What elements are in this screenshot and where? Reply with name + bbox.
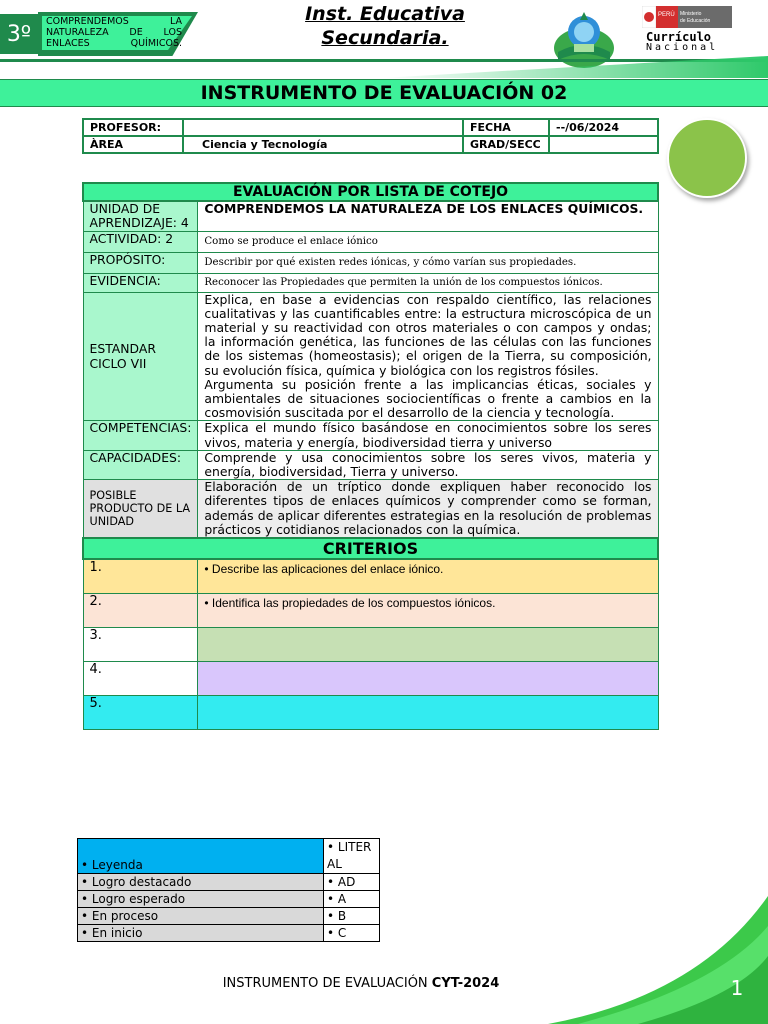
legend-item: • Logro destacado <box>78 874 324 891</box>
ministry-logo <box>642 6 732 28</box>
decorative-circle <box>667 118 747 198</box>
legend-literal: • A <box>324 891 380 908</box>
criterion-text[interactable]: • Identifica las propiedades de los compuestos iónicos. <box>198 594 658 628</box>
grad-label: GRAD/SECC <box>463 136 549 153</box>
row-value-proposito: Describir por qué existen redes iónicas, y cómo varían sus propiedades. <box>198 252 658 273</box>
grade-text: 3º <box>6 21 32 47</box>
school-title <box>260 2 510 50</box>
row-label-evidencia: EVIDENCIA: <box>83 273 198 292</box>
row-label-producto: POSIBLE PRODUCTO DE LA UNIDAD <box>83 480 198 538</box>
legend-literal: • C <box>324 925 380 942</box>
legend-header: • Leyenda <box>78 839 324 874</box>
header-divider <box>0 59 768 62</box>
legend-item: • En inicio <box>78 925 324 942</box>
info-table <box>82 118 659 154</box>
school-emblem-icon <box>548 8 620 72</box>
row-value-unidad: COMPRENDEMOS LA NATURALEZA DE LOS ENLACES QUÍMICOS. <box>198 201 658 231</box>
estandar-paragraph-2: Argumenta su posición frente a las implicancias éticas, sociales y ambientales de situaciones sociocientíficas o frente a cambios en la cosmovisión suscitada por el desarrollo de la ciencia y tecnología. <box>204 376 652 421</box>
criterion-text[interactable] <box>198 696 658 730</box>
legend-item: • En proceso <box>78 908 324 925</box>
criterion-number: 3. <box>83 628 198 662</box>
literal-header: • LITERAL <box>324 839 380 874</box>
row-label-proposito: PROPÓSITO: <box>83 252 198 273</box>
curriculum-title: Currículo <box>646 30 712 44</box>
curriculum-subtitle: Nacional <box>646 42 719 53</box>
profesor-label: PROFESOR: <box>83 119 183 136</box>
footer-swoosh <box>548 876 768 1024</box>
fecha-value[interactable]: --/06/2024 <box>549 119 658 136</box>
area-value[interactable]: Ciencia y Tecnología <box>183 136 463 153</box>
evaluation-header: EVALUACIÓN POR LISTA DE COTEJO <box>83 183 658 201</box>
legend-literal: • B <box>324 908 380 925</box>
school-title-line1: Inst. Educativa <box>305 3 465 25</box>
criteria-header: CRITERIOS <box>83 538 658 559</box>
estandar-paragraph-1: Explica, en base a evidencias con respaldo científico, las relaciones cualitativas y las cuantificables entre: la estructura microscópica de un material y su reactividad con otros materiales o con campos y ondas; la información genética, las funciones de las células con las funciones de los sistemas (homeostasis); el origen de la Tierra, su composición, su evolución física, química y biológica con los registros fósiles. <box>204 291 652 378</box>
school-title-line2: Secundaria. <box>321 27 449 49</box>
legend-literal: • AD <box>324 874 380 891</box>
row-label-actividad: ACTIVIDAD: 2 <box>83 231 198 252</box>
criterion-number: 2. <box>83 594 198 628</box>
legend-table <box>77 838 380 942</box>
criterion-number: 4. <box>83 662 198 696</box>
grad-value[interactable] <box>549 136 658 153</box>
row-value-capacidades: Comprende y usa conocimientos sobre los seres vivos, materia y energía, biodiversidad, Tierra y universo. <box>198 450 658 479</box>
footer-code: CYT-2024 <box>431 976 500 991</box>
row-value-producto: Elaboración de un tríptico donde expliquen haber reconocido los diferentes tipos de enlaces químicos y comprender como se forman, además de aplicar diferentes estrategias en la resolución de problemas prácticos y cotidianos relacionados con la química. <box>198 480 658 538</box>
footer-prefix: INSTRUMENTO DE EVALUACIÓN <box>222 976 432 991</box>
svg-text:Ministerio: Ministerio <box>680 11 702 17</box>
row-value-evidencia: Reconocer las Propiedades que permiten la unión de los compuestos iónicos. <box>198 273 658 292</box>
peru-label: PERÚ <box>658 12 675 18</box>
area-label: ÀREA <box>83 136 183 153</box>
legend-item: • Logro esperado <box>78 891 324 908</box>
svg-text:de Educación: de Educación <box>680 18 711 24</box>
criterion-text[interactable] <box>198 628 658 662</box>
criterion-text[interactable]: • Describe las aplicaciones del enlace iónico. <box>198 559 658 594</box>
row-value-estandar <box>198 292 658 421</box>
footer-text <box>0 976 722 991</box>
unit-title: COMPRENDEMOS LA NATURALEZA DE LOS ENLACES QUÍMICOS. <box>46 16 182 49</box>
row-label-capacidades: CAPACIDADES: <box>83 450 198 479</box>
criterion-number: 5. <box>83 696 198 730</box>
profesor-value[interactable] <box>183 119 463 136</box>
row-value-competencias: Explica el mundo físico basándose en conocimientos sobre los seres vivos, materia y energía, biodiversidad tierra y universo <box>198 421 658 450</box>
criterion-number: 1. <box>83 559 198 594</box>
evaluation-table <box>82 182 659 730</box>
row-label-unidad: UNIDAD DE APRENDIZAJE: 4 <box>83 201 198 231</box>
fecha-label: FECHA <box>463 119 549 136</box>
grade-badge <box>0 14 38 54</box>
row-label-estandar: ESTANDAR CICLO VII <box>83 292 198 421</box>
page-number: 1 <box>730 976 744 1000</box>
page-title: INSTRUMENTO DE EVALUACIÓN 02 <box>0 79 768 107</box>
criterion-text[interactable] <box>198 662 658 696</box>
row-label-competencias: COMPETENCIAS: <box>83 421 198 450</box>
row-value-actividad: Como se produce el enlace iónico <box>198 231 658 252</box>
